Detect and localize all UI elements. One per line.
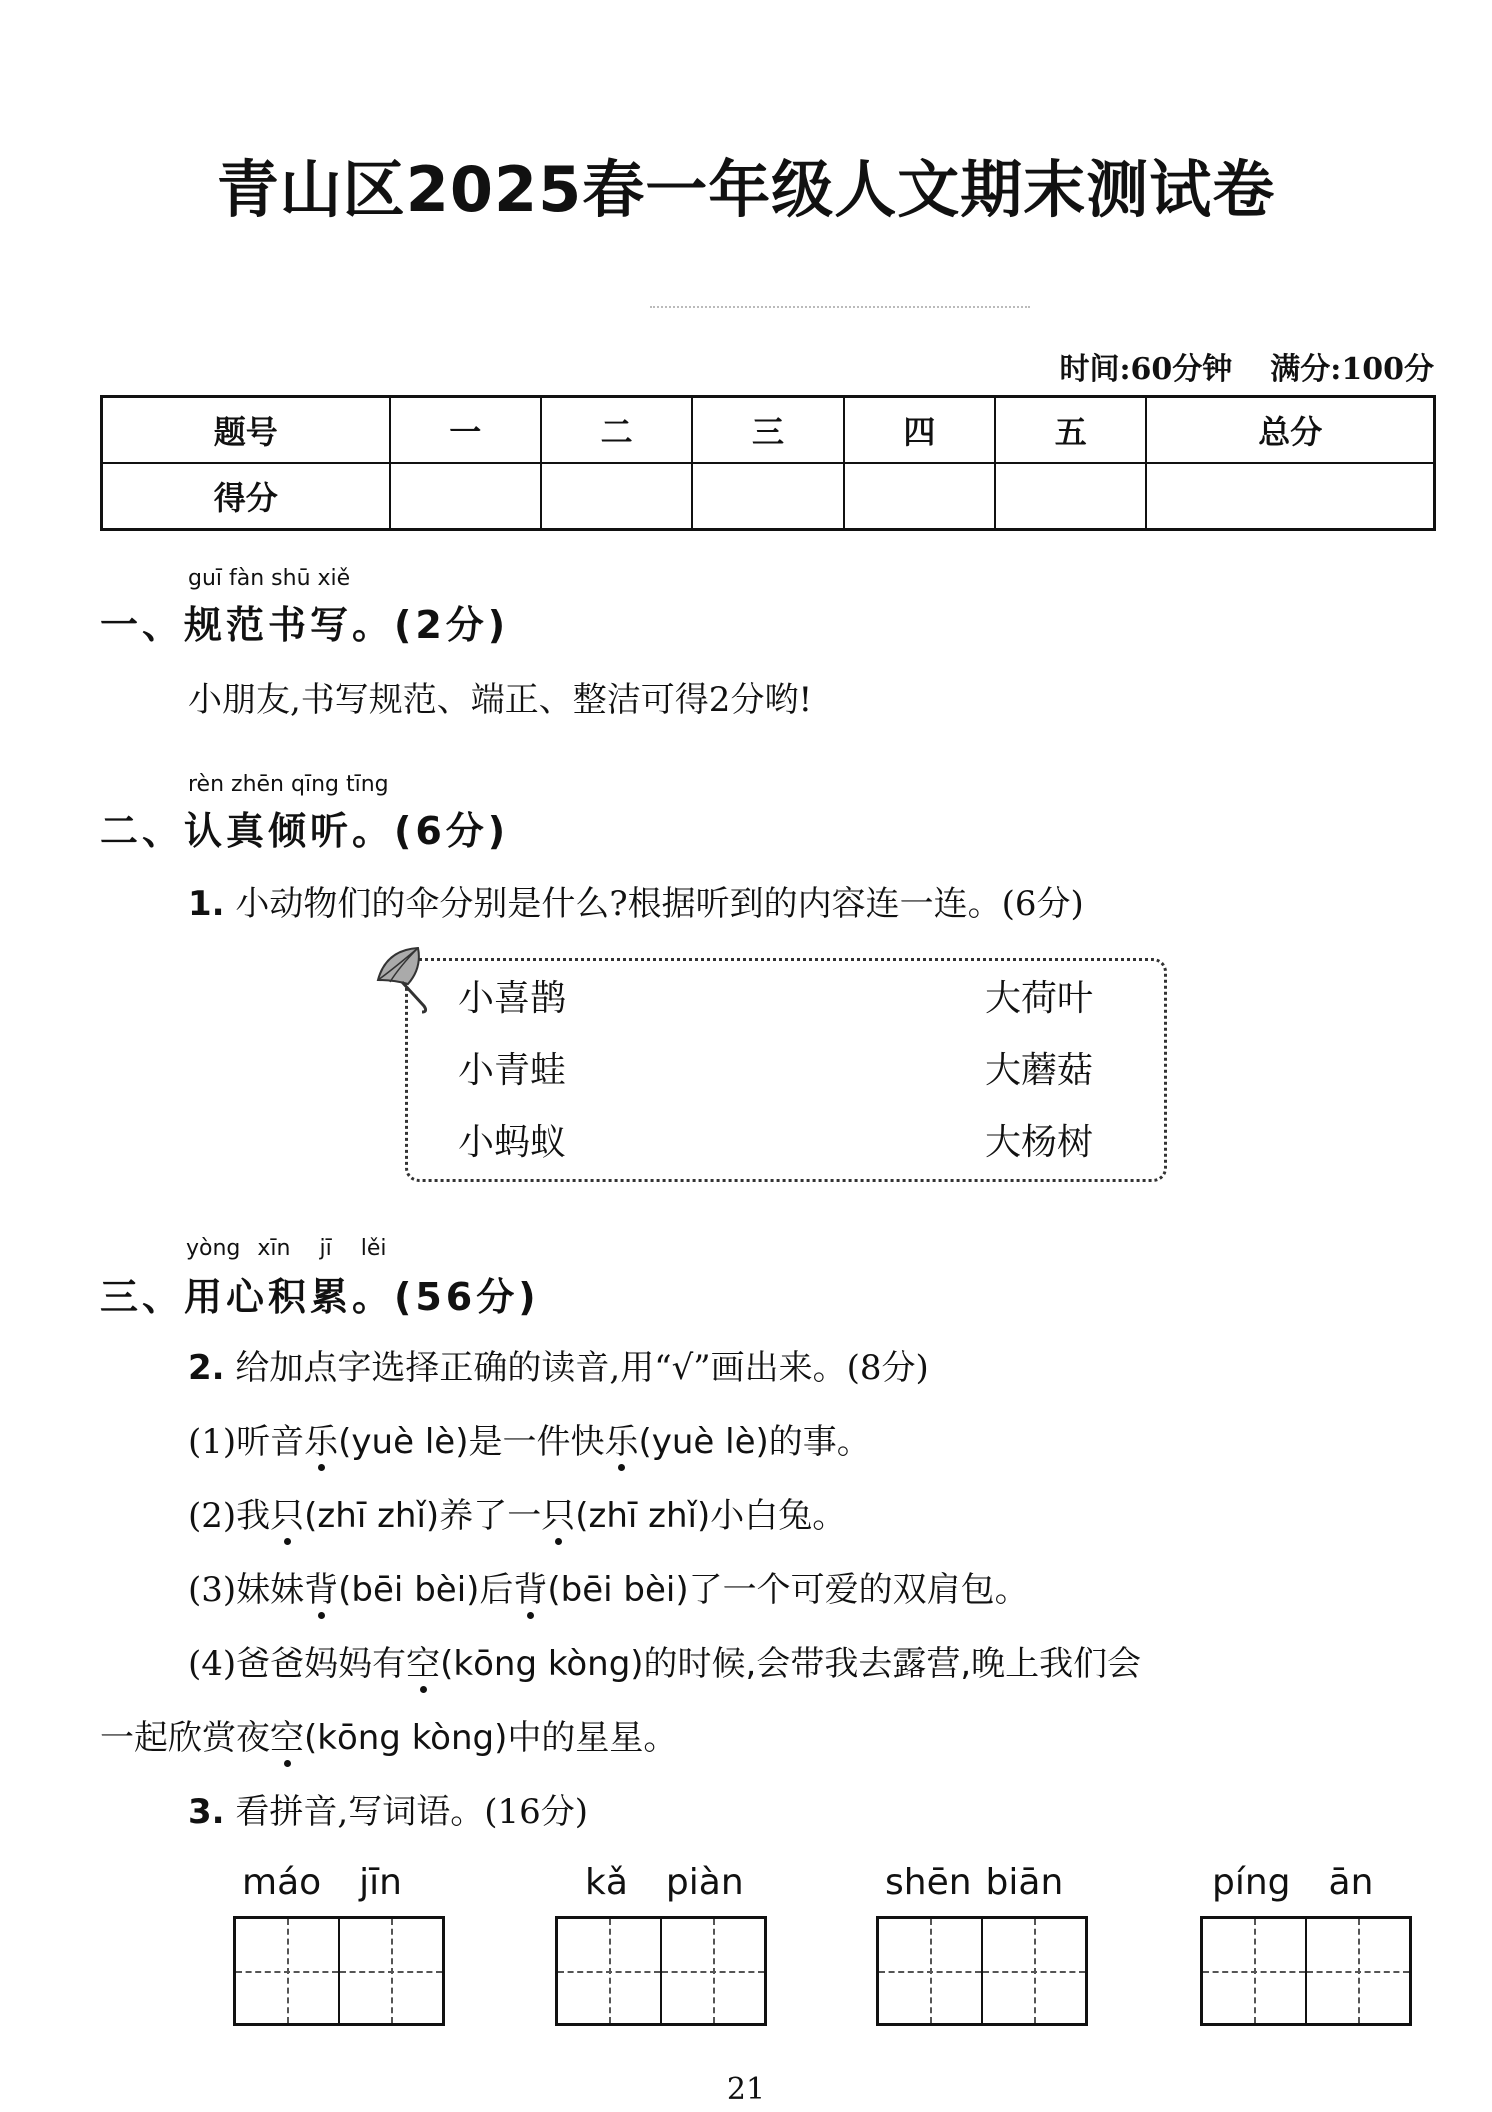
score-header-cell: 五 bbox=[995, 397, 1146, 464]
writing-grid[interactable] bbox=[876, 1916, 1088, 2026]
writing-grid[interactable] bbox=[233, 1916, 445, 2026]
tian-grid-cell[interactable] bbox=[236, 1919, 340, 2023]
dotted-char: 背 bbox=[304, 1562, 338, 1611]
score-row-label: 得分 bbox=[102, 463, 390, 530]
tian-grid-cell[interactable] bbox=[558, 1919, 662, 2023]
section-1-title: 一、规范书写。(2分) bbox=[100, 603, 510, 647]
section-1-pinyin: guī fàn shū xiě bbox=[188, 566, 351, 591]
dotted-char: 只 bbox=[541, 1488, 575, 1537]
section-1-text: 小朋友,书写规范、端正、整洁可得2分哟! bbox=[188, 680, 813, 720]
umbrella-item[interactable]: 大荷叶 bbox=[985, 978, 1094, 1019]
word-pinyin bbox=[1212, 1862, 1373, 1903]
line-text: 一起欣赏夜 bbox=[100, 1718, 270, 1758]
word-pinyin bbox=[242, 1862, 402, 1903]
full-score: 满分:100分 bbox=[1270, 352, 1434, 387]
umbrella-item[interactable]: 大蘑菇 bbox=[985, 1050, 1094, 1091]
reading-options[interactable]: (bēi bèi)后 bbox=[338, 1570, 514, 1610]
score-input-cell[interactable] bbox=[541, 463, 692, 530]
tian-grid-cell[interactable] bbox=[340, 1919, 442, 2023]
score-input-cell[interactable] bbox=[844, 463, 995, 530]
reading-options[interactable]: (yuè lè)的事。 bbox=[638, 1422, 871, 1462]
pinyin-syllable: shēn bbox=[885, 1862, 972, 1903]
question-number: 1. bbox=[188, 884, 225, 924]
tian-grid-cell[interactable] bbox=[983, 1919, 1085, 2023]
pinyin-syllable: kǎ bbox=[585, 1862, 628, 1903]
line-text: (4)爸爸妈妈有 bbox=[188, 1644, 407, 1684]
score-input-cell[interactable] bbox=[692, 463, 843, 530]
reading-options[interactable]: (zhī zhǐ)养了一 bbox=[304, 1496, 542, 1536]
umbrella-icon bbox=[372, 944, 442, 1016]
pinyin-syllable: lěi bbox=[360, 1236, 387, 1261]
animal-item[interactable]: 小青蛙 bbox=[458, 1050, 567, 1091]
reading-options[interactable]: (kōng kòng)的时候,会带我去露营,晚上我们会 bbox=[440, 1644, 1142, 1684]
tian-grid-cell[interactable] bbox=[879, 1919, 983, 2023]
question-text: 给加点字选择正确的读音,用“√”画出来。(8分) bbox=[235, 1348, 929, 1388]
reading-options[interactable]: (bēi bèi)了一个可爱的双肩包。 bbox=[547, 1570, 1029, 1610]
score-input-cell[interactable] bbox=[390, 463, 541, 530]
reading-options[interactable]: (kōng kòng)中的星星。 bbox=[304, 1718, 678, 1758]
line-text: (2)我 bbox=[188, 1496, 271, 1536]
tian-grid-cell[interactable] bbox=[1203, 1919, 1307, 2023]
question-number: 3. bbox=[188, 1792, 225, 1832]
dotted-char: 只 bbox=[270, 1488, 304, 1537]
score-table-score-row bbox=[102, 463, 1435, 530]
writing-grid[interactable] bbox=[555, 1916, 767, 2026]
reading-options[interactable]: (yuè lè)是一件快 bbox=[338, 1422, 605, 1462]
pinyin-syllable: máo bbox=[242, 1862, 322, 1903]
dotted-char: 空 bbox=[270, 1710, 304, 1759]
pinyin-syllable: píng bbox=[1212, 1862, 1291, 1903]
question-text: 小动物们的伞分别是什么?根据听到的内容连一连。(6分) bbox=[235, 884, 1084, 924]
section-2-title: 二、认真倾听。(6分) bbox=[100, 809, 510, 853]
question-2 bbox=[188, 1340, 929, 1389]
word-pinyin bbox=[885, 1862, 1063, 1903]
reading-options[interactable]: (zhī zhǐ)小白兔。 bbox=[575, 1496, 847, 1536]
scan-artifact bbox=[650, 306, 1030, 314]
dotted-char: 背 bbox=[513, 1562, 547, 1611]
score-header-cell: 一 bbox=[390, 397, 541, 464]
question-text: 看拼音,写词语。(16分) bbox=[235, 1792, 588, 1832]
pinyin-syllable: piàn bbox=[665, 1862, 744, 1903]
score-header-cell: 二 bbox=[541, 397, 692, 464]
question-3 bbox=[188, 1784, 588, 1833]
line-text: (1)听音 bbox=[188, 1422, 305, 1462]
reading-line-3 bbox=[188, 1562, 1029, 1611]
score-header-cell: 题号 bbox=[102, 397, 390, 464]
pinyin-syllable: jīn bbox=[359, 1862, 402, 1903]
writing-grid[interactable] bbox=[1200, 1916, 1412, 2026]
page-number: 21 bbox=[726, 2072, 766, 2107]
dotted-char: 乐 bbox=[304, 1414, 338, 1463]
page-title: 青山区2025春一年级人文期末测试卷 bbox=[216, 153, 1276, 226]
score-header-cell: 三 bbox=[692, 397, 843, 464]
pinyin-syllable: yòng bbox=[186, 1236, 241, 1261]
line-text: (3)妹妹 bbox=[188, 1570, 305, 1610]
dotted-char: 乐 bbox=[604, 1414, 638, 1463]
section-3-title: 三、用心积累。(56分) bbox=[100, 1275, 540, 1319]
section-3-pinyin bbox=[186, 1236, 386, 1261]
pinyin-syllable: ān bbox=[1328, 1862, 1374, 1903]
animal-item[interactable]: 小蚂蚁 bbox=[458, 1122, 567, 1163]
reading-line-2 bbox=[188, 1488, 846, 1537]
score-input-cell[interactable] bbox=[1146, 463, 1434, 530]
section-2-pinyin: rèn zhēn qīng tīng bbox=[188, 772, 389, 797]
pinyin-syllable: biān bbox=[985, 1862, 1064, 1903]
reading-line-5 bbox=[100, 1710, 677, 1759]
exam-meta bbox=[1059, 344, 1434, 388]
umbrella-item[interactable]: 大杨树 bbox=[985, 1122, 1094, 1163]
score-table-header-row bbox=[102, 397, 1435, 464]
question-1 bbox=[188, 876, 1084, 925]
pinyin-syllable: jī bbox=[319, 1236, 332, 1261]
reading-line-4 bbox=[188, 1636, 1141, 1685]
score-table bbox=[100, 395, 1436, 531]
score-header-cell: 总分 bbox=[1146, 397, 1434, 464]
tian-grid-cell[interactable] bbox=[1307, 1919, 1409, 2023]
reading-line-1 bbox=[188, 1414, 871, 1463]
dotted-char: 空 bbox=[406, 1636, 440, 1685]
time-limit: 时间:60分钟 bbox=[1059, 352, 1233, 387]
animal-item[interactable]: 小喜鹊 bbox=[458, 978, 567, 1019]
word-pinyin bbox=[585, 1862, 744, 1903]
pinyin-syllable: xīn bbox=[257, 1236, 291, 1261]
score-header-cell: 四 bbox=[844, 397, 995, 464]
question-number: 2. bbox=[188, 1348, 225, 1388]
tian-grid-cell[interactable] bbox=[662, 1919, 764, 2023]
score-input-cell[interactable] bbox=[995, 463, 1146, 530]
